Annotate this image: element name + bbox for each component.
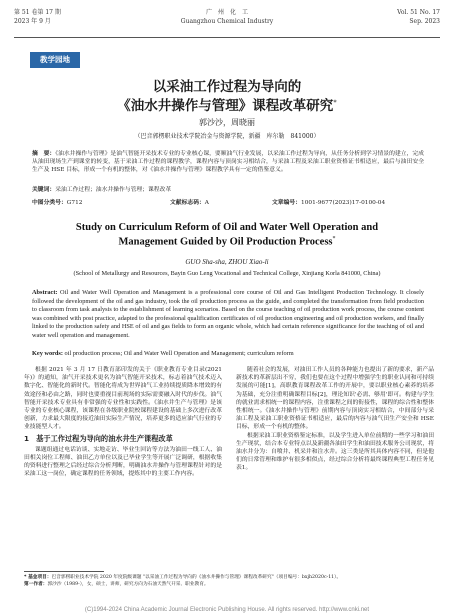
body-column-right xyxy=(236,366,434,473)
footnote-fund-text: 巴音郭楞职业技术学院 2020 年度院级课题 "以采油工作过程为导向的《油水井操作与管理》课程改革研究"（项目编号：bxjh2020c-11）。 xyxy=(51,575,342,580)
footnotes xyxy=(24,574,434,588)
title-en-line2 xyxy=(10,236,444,248)
doc-code-field xyxy=(170,197,209,206)
body-paragraph: 根据采油工职业资格鉴定标准，以及学生进入单位前期的一些学习和油田生产现状，结合本专业特点以及新疆各油田学生和油田技术服务公司现状，将油水井分为：自喷井、机采井和注水井。这三类是所其具体内容不同，但是他们的日常管理和维护有很多相似点，经过综合分析将最终课程典型工程任务见表1。 xyxy=(236,432,434,472)
article-no-value: 1001-9677(2023)17-0100-04 xyxy=(301,200,386,206)
keywords-cn xyxy=(32,186,424,194)
abstract-en xyxy=(32,289,424,341)
title-cn-line1-text: 以采油工作过程为导向的 xyxy=(152,79,302,95)
body-paragraph: 随着社会的发展，对油田工作人员的各种能力也提出了新的要求，新产品新技术的革新层出不穷，我们也要在这个过程中增强学生的职业认同和可持续发展的可能[1]，高职教育课程改革工作的开展中，要以职业核心素养的培养为基础，充分注重明确课程目标[2]，理论知识'必需、够用'即可。构建与学生的就业需求相统一的课程内容，注重课程之间的衔接性，课程的综合性和整体性相统一。《油水井操作与管理》前期内容与顶岗实习相结合，中间部分与采油工程及采油工职业资格证书相适应，最后的内容与油气田生产安全和 HSE 目标，形成一个有机的整体。 xyxy=(236,367,434,431)
body-paragraph: 根据 2021 年 3 月 17 日教育部印发的关于《职业教育专业目录(2021 年)》的通知，油气开采技术更名为油气智能开采技术，标志着油气技术迈入数字化、智能化的新时代。智能化将成为世界油气工业持续提质降本增效的有效途径和必由之路，同时也要重视目前现场的实际需要融入时代的步伐。油气智能开采技术专业具有非常强的专业性和实践性。《油水井生产与管理》是该专业的专业核心课程，该课程在各级职业院校课程建设的基础上多次进行改革创新，力求最大限度的接近油田实际生产情况，培养更多的适应油气行业的专业技能型人才。 xyxy=(24,367,222,431)
title-en-marker: * xyxy=(332,236,336,242)
article-no-field xyxy=(272,197,385,206)
volume-issue-en: Vol. 51 No. 17 xyxy=(397,9,440,16)
journal-volume-info-en xyxy=(397,8,440,26)
body-paragraph: 课题组通过电话访谈、实地走访、毕业生回访等方法为油田一线工人、油田相关岗位工程师、油田乙方单位以及已毕业学生等开展广泛调研，根据收集的资料进行整理之后经过综合分析判断，明确油水井操作与管理课程针对的是采油工这一岗位，确定课程的任务领域，提炼其中的主要工作内容。 xyxy=(24,446,222,478)
keywords-cn-text: 采油工作过程；油水井操作与管理；课程改革 xyxy=(55,187,172,193)
volume-issue: 第 51 卷第 17 期 xyxy=(14,9,61,16)
abstract-cn xyxy=(32,150,424,175)
journal-name-cn: 广 州 化 工 xyxy=(205,9,248,16)
title-en-line1: Study on Curriculum Reform of Oil and Water Well Operation and xyxy=(75,222,379,233)
journal-name-en: Guangzhou Chemical Industry xyxy=(180,18,274,25)
keywords-en-text: oil production process; Oil and Water Well Operation and Management; curriculum reform xyxy=(64,350,294,357)
title-cn-line1 xyxy=(0,75,454,95)
journal-name xyxy=(14,8,440,26)
footnote-rule xyxy=(24,571,104,572)
body-column-left xyxy=(24,366,222,479)
title-en-line2-text: Management Guided by Oil Production Process xyxy=(118,236,333,248)
footnote-fund xyxy=(24,574,434,581)
doc-code-label: 文献标志码： xyxy=(170,200,205,206)
affiliation-cn: （巴音郭楞职业技术学院冶金与资源学院，新疆 库尔勒 841000） xyxy=(134,133,320,140)
keywords-cn-label: 关键词： xyxy=(32,187,56,193)
issue-date: 2023 年 9 月 xyxy=(14,18,51,25)
abstract-cn-label: 摘 要： xyxy=(32,151,56,157)
footnote-author-text: 郭沙沙（1989-），女，硕士，讲师，研究方向为石油天然气开采、职业教育。 xyxy=(47,582,209,587)
column-tag: 教学园地 xyxy=(30,52,80,68)
clc-field xyxy=(32,197,83,206)
authors-en: GUO Sha-sha, ZHOU Xiao-li xyxy=(185,258,269,266)
abstract-cn-text: 《油水井操作与管理》是油气智能开采技术专业的专业核心课，要顺油气行业发展，以采油工作过程为导向，从任务分析到学习情景的建立，完成从油田现场生产到课堂的转变，基于采油工作过程的课程教学，课程内容与顶岗实习相结合，与采油工程及采油工职业资格证书相适应，最后与油田安全生产及 HSE 目标，形成一个有机的整体，对《油水井操作与管理》课程教学具有一定的借鉴意义。 xyxy=(32,151,424,174)
doc-code-value: A xyxy=(204,200,209,206)
section-heading: 1 基于工作过程为导向的油水井生产课程改革 xyxy=(24,433,173,443)
article-no-label: 文章编号： xyxy=(272,200,301,206)
footnote-fund-label: * 基金项目： xyxy=(24,575,52,580)
issue-date-en: Sep. 2023 xyxy=(409,18,440,25)
title-cn-line2 xyxy=(0,94,454,114)
footnote-author xyxy=(24,581,434,588)
clc-label: 中图分类号： xyxy=(32,200,67,206)
abstract-en-text: Oil and Water Well Operation and Management is a professional core course of Oil and Gas Intelligent Production Technology. It closely followed the development of the oil and gas industry, took the oil production process as the guide, and completed the transformation from field production to classroom from task analysis to the establishment of learning scenarios. Based on the course teaching of oil production work process, the course content was combined with post practice, adapted to the professional qualification certificates of oil production engineering and oil production workers, and finally linked to the production safety and HSE of oil and gas fields to form an organic whole, which had certain reference significance for the teaching of oil and water well operation and management. xyxy=(32,289,424,339)
affiliation-en: (School of Metallurgy and Resources, Bayin Guo Leng Vocational and Technical College, Xinjiang Korla 841000, China) xyxy=(73,270,381,277)
classification-row xyxy=(32,197,424,206)
keywords-en-label: Key words: xyxy=(32,350,63,357)
title-marker: * xyxy=(333,98,337,107)
footnote-author-label: 第一作者： xyxy=(24,582,48,587)
abstract-en-label: Abstract: xyxy=(32,289,58,296)
title-cn-line2-text: 《油水井操作与管理》课程改革研究 xyxy=(117,98,334,114)
cnki-watermark: (C)1994-2024 China Academic Journal Electronic Publishing House. All rights reserved. http://www.cnki.net xyxy=(84,607,370,613)
authors-cn: 郭沙沙，周晓丽 xyxy=(199,118,255,127)
page-header xyxy=(14,8,440,38)
clc-value: G712 xyxy=(66,200,83,206)
keywords-en xyxy=(32,350,424,359)
header-rule xyxy=(14,37,440,38)
